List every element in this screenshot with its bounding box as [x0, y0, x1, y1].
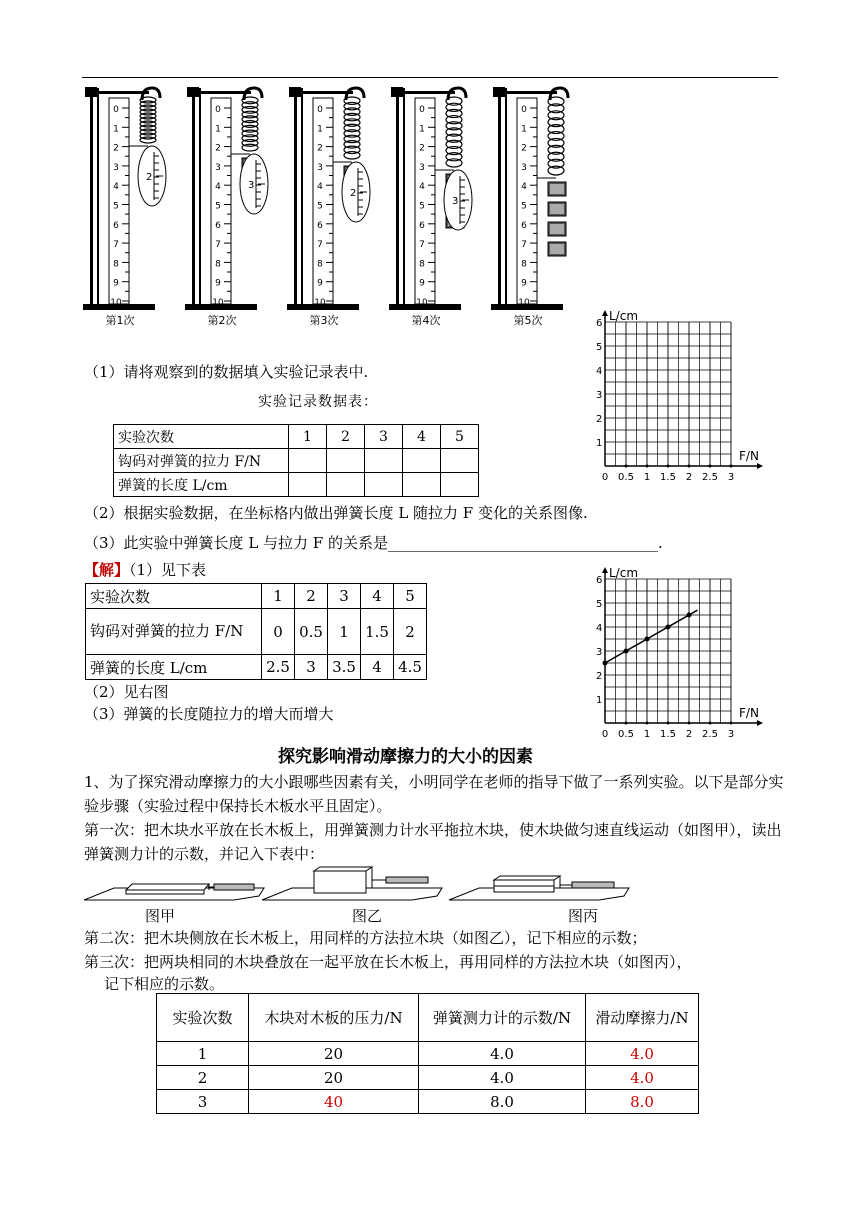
x-tick-dot	[667, 722, 670, 725]
header-cell: 4	[403, 425, 441, 449]
ruler-label: 8	[419, 259, 425, 270]
blank-cell	[327, 449, 365, 473]
ruler-label: 7	[521, 240, 527, 251]
spring-coil	[344, 152, 360, 159]
spring-stands-figure	[80, 80, 580, 330]
value-cell: 1	[328, 609, 361, 655]
x-tick-label: 2	[685, 472, 693, 483]
value-cell: 2	[157, 1066, 249, 1090]
blank-cell	[403, 473, 441, 497]
header-cell: 5	[441, 425, 479, 449]
value-cell: 4.0	[419, 1042, 586, 1066]
ruler-label: 5	[419, 201, 425, 212]
ruler-label: 3	[419, 162, 425, 173]
figure-bing	[449, 876, 629, 900]
ruler-label: 8	[317, 259, 323, 270]
x-tick-label: 1.5	[660, 729, 676, 740]
q3-line	[84, 533, 663, 554]
value-cell: 2.5	[262, 655, 295, 680]
value-cell: 3	[295, 655, 328, 680]
header-cell: 2	[295, 584, 328, 609]
ruler-label: 8	[215, 259, 221, 270]
ruler-label: 5	[215, 201, 221, 212]
fig-label-jia: 图甲	[145, 907, 176, 925]
x-tick-label: 2.5	[702, 472, 718, 483]
y-arrow-icon	[602, 310, 608, 316]
ruler-label: 7	[419, 240, 425, 251]
value-cell: 1.5	[361, 609, 394, 655]
ruler-label: 6	[521, 220, 527, 231]
q3-blank: ____________________________________.	[388, 534, 663, 552]
stand-post	[97, 88, 99, 306]
x-tick-dot	[730, 722, 733, 725]
stand-caption: 第5次	[513, 314, 543, 327]
ruler-label: 0	[521, 105, 527, 115]
header-cell: 3	[365, 425, 403, 449]
ruler-label: 1	[419, 124, 425, 135]
ruler-label: 3	[113, 162, 119, 173]
header-cell: 1	[262, 584, 295, 609]
ruler-label: 6	[113, 220, 119, 231]
ruler-label: 1	[521, 124, 527, 135]
section-p3: 第二次：把木块侧放在长木板上，用同样的方法拉木块（如图乙），记下相应的示数；	[84, 929, 647, 947]
x-tick-label: 0	[601, 472, 609, 483]
spring-stand	[83, 87, 166, 327]
x-tick-label: 0.5	[618, 729, 634, 740]
ruler-label: 5	[521, 201, 527, 212]
fig-label-bing: 图丙	[568, 907, 599, 925]
answer-cell: 40	[249, 1090, 419, 1114]
blank-cell	[327, 473, 365, 497]
value-cell: 20	[249, 1066, 419, 1090]
y-tick-label: 1	[596, 438, 603, 449]
value-cell: 3	[157, 1090, 249, 1114]
section-p4a: 第三次：把两块相同的木块叠放在一起平放在长木板上，再用同样的方法拉木块（如图丙），	[84, 953, 692, 971]
x-tick-dot	[688, 465, 691, 468]
header-cell: 4	[361, 584, 394, 609]
value-cell: 0.5	[295, 609, 328, 655]
ruler-label: 0	[419, 105, 425, 115]
ruler-label: 1	[215, 124, 221, 135]
stand-post	[294, 88, 297, 306]
weight-block	[550, 224, 564, 234]
header-cell: 5	[394, 584, 427, 609]
q2-text: （2）根据实验数据，在坐标格内做出弹簧长度 L 随拉力 F 变化的关系图像.	[84, 504, 588, 522]
x-arrow-icon	[757, 720, 763, 726]
ruler-label: 0	[215, 105, 221, 115]
weight-block	[550, 244, 564, 254]
x-tick-label: 0	[601, 729, 609, 740]
y-axis-label: L/cm	[609, 309, 639, 323]
blank-cell	[365, 473, 403, 497]
value-cell: 4	[361, 655, 394, 680]
ruler-label: 6	[317, 220, 323, 231]
solution-line	[84, 560, 206, 581]
y-tick-label: 3	[596, 647, 603, 658]
value-cell: 0	[262, 609, 295, 655]
y-tick-label: 6	[596, 318, 603, 329]
ruler	[415, 98, 435, 304]
y-tick-label: 5	[596, 342, 603, 353]
answer-cell: 4.0	[586, 1042, 699, 1066]
stand-arm	[403, 91, 455, 94]
spring-stand	[389, 87, 472, 327]
data-point	[624, 649, 629, 654]
ruler-label: 2	[521, 143, 527, 154]
value-cell: 20	[249, 1042, 419, 1066]
blank-cell	[441, 449, 479, 473]
data-point	[645, 637, 650, 642]
x-tick-dot	[625, 722, 628, 725]
spring-stand	[287, 87, 370, 327]
ruler-label: 9	[113, 278, 119, 289]
stand-post	[505, 88, 507, 306]
y-axis-label: L/cm	[609, 566, 639, 580]
ruler-label: 9	[419, 278, 425, 289]
x-tick-label: 2	[685, 729, 693, 740]
ruler-label: 4	[521, 182, 527, 193]
stand-post	[498, 88, 501, 306]
stand-clamp	[493, 87, 505, 97]
x-arrow-icon	[757, 463, 763, 469]
value-cell: 2	[394, 609, 427, 655]
ruler-label: 9	[215, 278, 221, 289]
ruler-label: 6	[215, 220, 221, 231]
section-p1: 1、为了探究滑动摩擦力的大小跟哪些因素有关，小明同学在老师的指导下做了一系列实验。以下是部分实验步骤（实验过程中保持长木板水平且固定）。	[84, 773, 784, 815]
header-cell: 实验次数	[86, 584, 262, 609]
ruler-label: 3	[215, 162, 221, 173]
ruler-label: 7	[113, 240, 119, 251]
stand-clamp	[289, 87, 301, 97]
spring-coil	[140, 137, 156, 143]
ruler-label: 10	[416, 298, 428, 308]
ruler-label: 4	[215, 182, 221, 193]
ruler-label: 10	[518, 298, 530, 308]
x-tick-label: 2.5	[702, 729, 718, 740]
stand-clamp	[391, 87, 403, 97]
spring-coil	[446, 159, 462, 167]
header-cell: 弹簧测力计的示数/N	[419, 994, 586, 1042]
stand-arm	[97, 91, 149, 94]
y-tick-label: 2	[596, 671, 603, 682]
blank-cell	[441, 473, 479, 497]
data-point	[603, 661, 608, 666]
ruler-label: 2	[317, 143, 323, 154]
ruler-label: 1	[317, 124, 323, 135]
x-axis-label: F/N	[739, 449, 759, 463]
ruler-label: 5	[317, 201, 323, 212]
header-cell: 实验次数	[114, 425, 289, 449]
x-tick-dot	[709, 722, 712, 725]
blank-cell	[289, 473, 327, 497]
y-arrow-icon	[602, 567, 608, 573]
ruler-label: 3	[521, 162, 527, 173]
weight-block	[550, 204, 564, 214]
header-cell: 滑动摩擦力/N	[586, 994, 699, 1042]
ruler-label: 2	[113, 143, 119, 154]
ruler-label: 8	[521, 259, 527, 270]
stand-arm	[199, 91, 251, 94]
stand-post	[396, 88, 399, 306]
spring-stand	[185, 87, 268, 327]
ruler-label: 7	[215, 240, 221, 251]
answer-cell: 4.0	[586, 1066, 699, 1090]
y-tick-label: 4	[596, 623, 603, 634]
ruler-label: 3	[317, 162, 323, 173]
friction-table	[156, 993, 699, 1114]
ruler-label: 2	[215, 143, 221, 154]
stand-post	[199, 88, 201, 306]
section-p4b: 记下相应的示数。	[104, 975, 225, 993]
header-cell: 木块对木板的压力/N	[249, 994, 419, 1042]
y-tick-label: 2	[596, 414, 603, 425]
y-tick-label: 3	[596, 390, 603, 401]
zoom-label: 2	[146, 172, 153, 183]
section-p2: 第一次：把木块水平放在长木板上，用弹簧测力计水平拖拉木块，使木块做匀速直线运动（如图甲），读出弹簧测力计的示数，并记入下表中：	[84, 821, 782, 863]
x-axis-label: F/N	[739, 706, 759, 720]
data-point	[666, 625, 671, 630]
header-cell: 3	[328, 584, 361, 609]
ruler	[109, 98, 129, 304]
weight-block	[550, 184, 564, 194]
zoom-label: 2	[350, 188, 357, 199]
ruler-label: 6	[419, 220, 425, 231]
answer-cell: 8.0	[586, 1090, 699, 1114]
row-label: 弹簧的长度 L/cm	[114, 473, 289, 497]
header-cell: 实验次数	[157, 994, 249, 1042]
stand-post	[301, 88, 303, 306]
series-line	[605, 610, 697, 663]
y-tick-label: 5	[596, 599, 603, 610]
ruler-label: 0	[113, 105, 119, 115]
stand-caption: 第3次	[309, 314, 339, 327]
y-tick-label: 4	[596, 366, 603, 377]
x-tick-dot	[625, 465, 628, 468]
x-tick-dot	[646, 722, 649, 725]
spring-coil	[242, 144, 258, 151]
stand-post	[403, 88, 405, 306]
value-cell: 1	[157, 1042, 249, 1066]
header-cell: 2	[327, 425, 365, 449]
y-tick-label: 6	[596, 575, 603, 586]
ruler-label: 0	[317, 105, 323, 115]
value-cell: 8.0	[419, 1090, 586, 1114]
empty-graph	[585, 303, 775, 488]
record-table	[113, 424, 479, 497]
figure-yi	[262, 867, 442, 900]
ruler-label: 10	[314, 298, 326, 308]
ruler-label: 4	[113, 182, 119, 193]
top-rule	[82, 77, 778, 78]
x-tick-dot	[730, 465, 733, 468]
header-cell: 1	[289, 425, 327, 449]
solution-text-2: （2）见右图	[84, 683, 169, 701]
stand-arm	[301, 91, 353, 94]
ruler-label: 4	[317, 182, 323, 193]
zoom-label: 3	[452, 196, 459, 207]
solution-tag: 【解】	[84, 561, 130, 579]
x-tick-label: 3	[727, 472, 735, 483]
solution-table	[85, 583, 427, 680]
ruler-label: 1	[113, 124, 119, 135]
answer-graph	[585, 563, 775, 745]
q3-text: （3）此实验中弹簧长度 L 与拉力 F 的关系是	[84, 534, 388, 552]
ruler-label: 10	[212, 298, 224, 308]
zoom-label: 3	[248, 180, 255, 191]
ruler-label: 4	[419, 182, 425, 193]
stand-caption: 第4次	[411, 314, 441, 327]
ruler-label: 9	[521, 278, 527, 289]
x-tick-dot	[667, 465, 670, 468]
spring-coil	[548, 166, 564, 175]
stand-post	[90, 88, 93, 306]
row-label: 钩码对弹簧的拉力 F/N	[114, 449, 289, 473]
ruler-label: 10	[110, 298, 122, 308]
solution-text-3: （3）弹簧的长度随拉力的增大而增大	[84, 705, 334, 723]
blank-cell	[403, 449, 441, 473]
figure-jia	[84, 884, 264, 900]
stand-arm	[505, 91, 557, 94]
x-tick-label: 1.5	[660, 472, 676, 483]
fig-label-yi: 图乙	[352, 907, 383, 925]
stand-clamp	[85, 87, 97, 97]
x-tick-dot	[709, 465, 712, 468]
spring-stand	[491, 87, 568, 327]
ruler-label: 2	[419, 143, 425, 154]
value-cell: 3.5	[328, 655, 361, 680]
data-point	[687, 613, 692, 618]
stand-clamp	[187, 87, 199, 97]
ruler	[517, 98, 537, 304]
value-cell: 4.5	[394, 655, 427, 680]
stand-post	[192, 88, 195, 306]
solution-text-1: （1）见下表	[129, 561, 207, 579]
ruler-label: 9	[317, 278, 323, 289]
ruler	[211, 98, 231, 304]
x-tick-label: 1	[643, 729, 651, 740]
ruler-label: 8	[113, 259, 119, 270]
ruler	[313, 98, 333, 304]
row-label: 弹簧的长度 L/cm	[86, 655, 262, 680]
x-tick-label: 3	[727, 729, 735, 740]
y-tick-label: 1	[596, 695, 603, 706]
blank-cell	[365, 449, 403, 473]
blank-cell	[289, 449, 327, 473]
row-label: 钩码对弹簧的拉力 F/N	[86, 609, 262, 655]
stand-caption: 第2次	[207, 314, 237, 327]
section-title: 探究影响滑动摩擦力的大小的因素	[278, 747, 533, 767]
ruler-label: 7	[317, 240, 323, 251]
x-tick-dot	[646, 465, 649, 468]
q1-text: （1）请将观察到的数据填入实验记录表中.	[84, 363, 369, 381]
stand-caption: 第1次	[105, 314, 135, 327]
friction-figures	[84, 866, 644, 906]
value-cell: 4.0	[419, 1066, 586, 1090]
table-title: 实验记录数据表：	[258, 394, 378, 410]
ruler-label: 5	[113, 201, 119, 212]
x-tick-dot	[688, 722, 691, 725]
x-tick-label: 0.5	[618, 472, 634, 483]
x-tick-label: 1	[643, 472, 651, 483]
